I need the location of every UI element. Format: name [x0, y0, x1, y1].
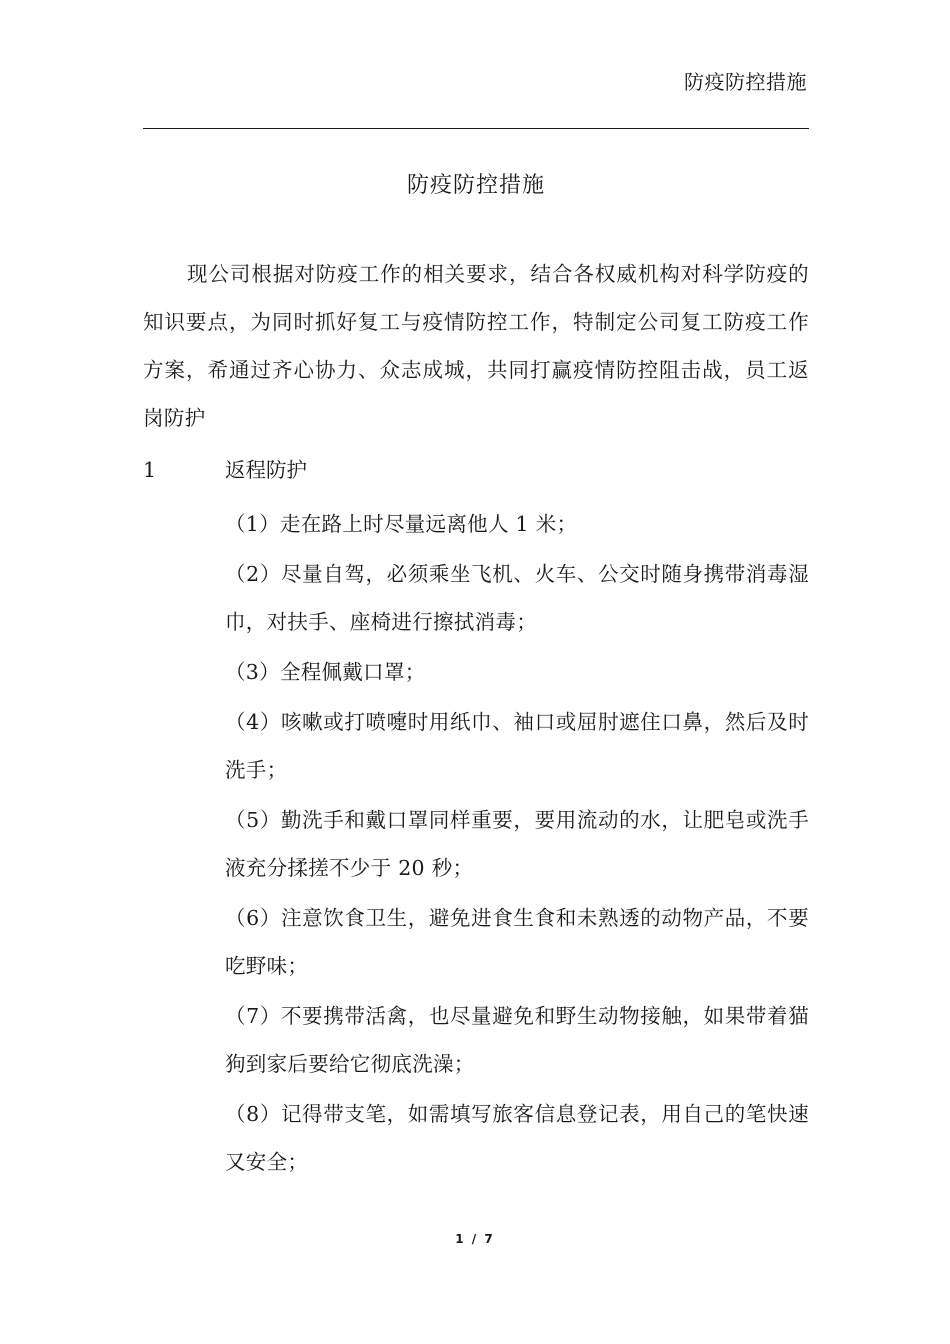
- document-title: 防疫防控措施: [406, 173, 545, 198]
- running-header: 防疫防控措施: [684, 70, 807, 94]
- list-item: （7）不要携带活禽，也尽量避免和野生动物接触，如果带着猫狗到家后要给它彻底洗澡；: [225, 1004, 809, 1076]
- list-item: （4）咳嗽或打喷嚏时用纸巾、袖口或屈肘遮住口鼻，然后及时洗手；: [225, 710, 809, 782]
- list-item: （8）记得带支笔，如需填写旅客信息登记表，用自己的笔快速又安全；: [225, 1102, 809, 1174]
- header-divider: [143, 128, 809, 129]
- page-number: 1 / 7: [455, 1232, 495, 1246]
- measures-list: [225, 500, 809, 1188]
- list-item: （6）注意饮食卫生，避免进食生食和未熟透的动物产品，不要吃野味；: [225, 906, 809, 978]
- list-item: （2）尽量自驾，必须乘坐飞机、火车、公交时随身携带消毒湿巾，对扶手、座椅进行擦拭消毒；: [225, 562, 809, 634]
- section-number: 1: [143, 458, 157, 482]
- section-title: 返程防护: [225, 458, 307, 482]
- intro-paragraph: 现公司根据对防疫工作的相关要求，结合各权威机构对科学防疫的知识要点，为同时抓好复工与疫情防控工作，特制定公司复工防疫工作方案，希通过齐心协力、众志成城，共同打赢疫情防控阻击战，员工返岗防护: [143, 262, 809, 430]
- list-item: （1）走在路上时尽量远离他人 1 米；: [225, 512, 578, 536]
- list-item: （5）勤洗手和戴口罩同样重要，要用流动的水，让肥皂或洗手液充分揉搓不少于 20 秒；: [225, 808, 809, 880]
- section-heading: [143, 453, 307, 483]
- list-item: （3）全程佩戴口罩；: [225, 660, 426, 684]
